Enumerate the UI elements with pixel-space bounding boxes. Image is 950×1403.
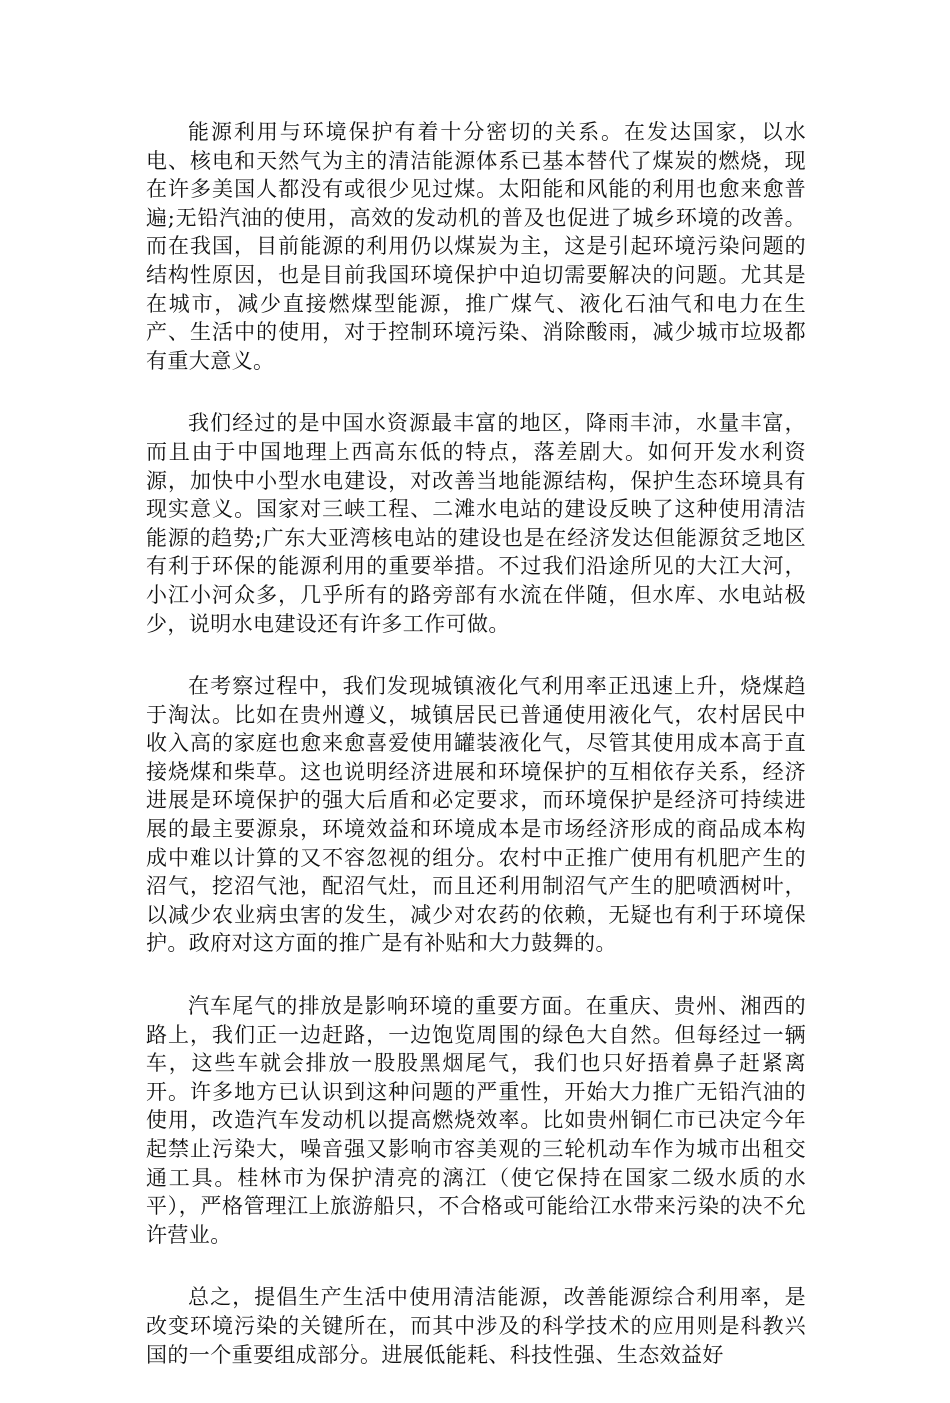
paragraph-water-resources: 我们经过的是中国水资源最丰富的地区，降雨丰沛，水量丰富，而且由于中国地理上西高东低的特点，落差剧大。如何开发水利资源，加快中小型水电建设，对改善当地能源结构，保护生态环境具有现实意义。国家对三峡工程、二滩水电站的建设反映了这种使用清洁能源的趋势;广东大亚湾核电站的建设也是在经济发达但能源贫乏地区有利于环保的能源利用的重要举措。不过我们沿途所见的大江大河，小江小河众多，几乎所有的路旁部有水流在伴随，但水库、水电站极少，说明水电建设还有许多工作可做。 xyxy=(146,411,806,636)
paragraph-conclusion: 总之，提倡生产生活中使用清洁能源，改善能源综合利用率，是改变环境污染的关键所在，而其中涉及的科学技术的应用则是科教兴国的一个重要组成部分。进展低能耗、科技性强、生态效益好 xyxy=(146,1285,806,1367)
paragraph-vehicle-exhaust: 汽车尾气的排放是影响环境的重要方面。在重庆、贵州、湘西的路上，我们正一边赶路，一边饱览周围的绿色大自然。但每经过一辆车，这些车就会排放一股股黑烟尾气，我们也只好捂着鼻子赶紧离开。许多地方已认识到这种问题的严重性，开始大力推广无铅汽油的使用，改造汽车发动机以提高燃烧效率。比如贵州铜仁市已决定今年起禁止污染大，噪音强又影响市容美观的三轮机动车作为城市出租交通工具。桂林市为保护清亮的漓江（使它保持在国家二级水质的水平），严格管理江上旅游船只，不合格或可能给江水带来污染的决不允许营业。 xyxy=(146,994,806,1247)
paragraph-liquefied-gas: 在考察过程中，我们发现城镇液化气利用率正迅速上升，烧煤趋于淘汰。比如在贵州遵义，城镇居民已普通使用液化气，农村居民中收入高的家庭也愈来愈喜爱使用罐装液化气，尽管其使用成本高于直接烧煤和柴草。这也说明经济进展和环境保护的互相依存关系，经济进展是环境保护的强大后盾和必定要求，而环境保护是经济可持续进展的最主要源泉，环境效益和环境成本是市场经济形成的商品成本构成中难以计算的又不容忽视的组分。农村中正推广使用有机肥产生的沼气，挖沼气池，配沼气灶，而且还利用制沼气产生的肥喷洒树叶，以减少农业病虫害的发生，减少对农药的依赖，无疑也有利于环境保护。政府对这方面的推广是有补贴和大力鼓舞的。 xyxy=(146,674,806,956)
paragraph-energy-environment: 能源利用与环境保护有着十分密切的关系。在发达国家，以水电、核电和天然气为主的清洁能源体系已基本替代了煤炭的燃烧，现在许多美国人都没有或很少见过煤。太阳能和风能的利用也愈来愈普遍;无铅汽油的使用，高效的发动机的普及也促进了城乡环境的改善。而在我国，目前能源的利用仍以煤炭为主，这是引起环境污染问题的结构性原因，也是目前我国环境保护中迫切需要解决的问题。尤其是在城市，减少直接燃煤型能源，推广煤气、液化石油气和电力在生产、生活中的使用，对于控制环境污染、消除酸雨，减少城市垃圾都有重大意义。 xyxy=(146,120,806,373)
document-body xyxy=(146,118,806,1403)
